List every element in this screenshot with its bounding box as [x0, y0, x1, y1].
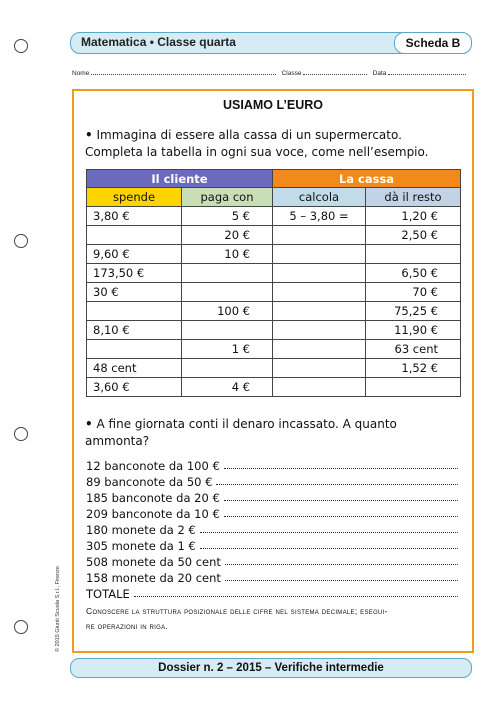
cell-spende[interactable]: 9,60 € [87, 245, 182, 264]
money-line-label: 89 banconote da 50 € [86, 475, 213, 489]
money-line-label: 305 monete da 1 € [86, 539, 196, 553]
question-2-line-2: ammonta? [85, 434, 150, 448]
cell-spende[interactable]: 8,10 € [87, 321, 182, 340]
copyright-note: © 2015 Giunti Scuola S.r.l., Firenze [55, 566, 61, 652]
answer-blank[interactable] [200, 538, 458, 549]
cell-paga[interactable] [182, 321, 273, 340]
answer-blank[interactable] [225, 554, 458, 565]
cell-calcola[interactable] [273, 226, 366, 245]
cell-resto[interactable]: 1,20 € [366, 207, 461, 226]
table-body [87, 207, 461, 397]
header-bar [70, 32, 472, 54]
cell-calcola[interactable] [273, 264, 366, 283]
cell-resto[interactable]: 70 € [366, 283, 461, 302]
group-cassa-header: La cassa [273, 170, 461, 188]
money-line-label: 12 banconote da 100 € [86, 459, 220, 473]
cell-calcola[interactable] [273, 359, 366, 378]
money-line-label: 158 monete da 20 cent [86, 571, 221, 585]
cell-paga[interactable]: 20 € [182, 226, 273, 245]
student-info-line [72, 68, 472, 77]
class-field[interactable] [303, 68, 367, 75]
money-line [86, 490, 461, 506]
cell-spende[interactable] [87, 226, 182, 245]
money-line-label: 209 banconote da 10 € [86, 507, 220, 521]
table-row [87, 340, 461, 359]
money-line [86, 474, 461, 490]
money-line [86, 522, 461, 538]
table-row [87, 264, 461, 283]
cell-paga[interactable]: 10 € [182, 245, 273, 264]
cell-resto[interactable] [366, 245, 461, 264]
cell-paga[interactable] [182, 264, 273, 283]
group-client-header: Il cliente [87, 170, 273, 188]
cell-spende[interactable]: 48 cent [87, 359, 182, 378]
answer-blank[interactable] [224, 458, 458, 469]
answer-blank[interactable] [225, 570, 458, 581]
money-line [86, 506, 461, 522]
cell-resto[interactable]: 6,50 € [366, 264, 461, 283]
cell-paga[interactable]: 100 € [182, 302, 273, 321]
table-row [87, 226, 461, 245]
class-label: Classe [281, 70, 302, 77]
binder-hole [14, 620, 28, 634]
column-header-row [87, 188, 461, 207]
question-2-line-1: • A fine giornata conti il denaro incassato. A quanto [85, 417, 397, 431]
cell-resto[interactable]: 2,50 € [366, 226, 461, 245]
cell-paga[interactable]: 5 € [182, 207, 273, 226]
cell-paga[interactable]: 4 € [182, 378, 273, 397]
date-field[interactable] [388, 68, 466, 75]
cell-calcola[interactable]: 5 – 3,80 = [273, 207, 366, 226]
answer-blank[interactable] [134, 586, 458, 597]
question-1 [85, 127, 460, 161]
cell-resto[interactable]: 63 cent [366, 340, 461, 359]
cell-spende[interactable] [87, 340, 182, 359]
group-header-row [87, 170, 461, 188]
cell-resto[interactable] [366, 378, 461, 397]
money-line [86, 570, 461, 586]
table-row [87, 321, 461, 340]
cell-calcola[interactable] [273, 321, 366, 340]
money-line-label: TOTALE [86, 587, 130, 601]
money-line [86, 586, 461, 602]
answer-blank[interactable] [224, 506, 458, 517]
cell-spende[interactable]: 3,60 € [87, 378, 182, 397]
question-1-line-1: • Immagina di essere alla cassa di un supermercato. [85, 128, 402, 142]
cell-calcola[interactable] [273, 245, 366, 264]
money-line [86, 538, 461, 554]
money-line [86, 458, 461, 474]
money-line-label: 508 monete da 50 cent [86, 555, 221, 569]
cell-spende[interactable]: 30 € [87, 283, 182, 302]
column-header-spende: spende [87, 188, 182, 207]
date-label: Data [372, 70, 387, 77]
question-1-line-2: Completa la tabella in ogni sua voce, come nell’esempio. [85, 145, 429, 159]
column-header-resto: dà il resto [366, 188, 461, 207]
bullet-icon: • [85, 128, 93, 142]
table-row [87, 245, 461, 264]
column-header-calcola: calcola [273, 188, 366, 207]
cell-calcola[interactable] [273, 340, 366, 359]
binder-hole [14, 427, 28, 441]
cell-spende[interactable]: 173,50 € [87, 264, 182, 283]
money-line [86, 554, 461, 570]
cell-resto[interactable]: 11,90 € [366, 321, 461, 340]
worksheet-title: USIAMO L’EURO [222, 98, 323, 112]
table-row [87, 359, 461, 378]
answer-blank[interactable] [224, 490, 458, 501]
money-line-label: 185 banconote da 20 € [86, 491, 220, 505]
table-row [87, 283, 461, 302]
column-header-paga: paga con [182, 188, 273, 207]
binder-hole [14, 39, 28, 53]
worksheet-frame [72, 89, 474, 653]
cell-calcola[interactable] [273, 378, 366, 397]
answer-blank[interactable] [216, 474, 458, 485]
table-row [87, 207, 461, 226]
question-2 [85, 416, 460, 450]
cell-spende[interactable]: 3,80 € [87, 207, 182, 226]
cell-spende[interactable] [87, 302, 182, 321]
money-line-label: 180 monete da 2 € [86, 523, 196, 537]
table-row [87, 302, 461, 321]
binder-hole [14, 234, 28, 248]
table-row [87, 378, 461, 397]
cell-resto[interactable]: 75,25 € [366, 302, 461, 321]
money-list [86, 458, 461, 602]
footer-bar: Dossier n. 2 – 2015 – Verifiche intermedie [70, 658, 472, 678]
name-field[interactable] [91, 68, 276, 75]
cash-table [86, 169, 461, 397]
bullet-icon: • [85, 417, 93, 431]
cell-paga[interactable] [182, 283, 273, 302]
name-label: Nome [72, 70, 90, 77]
header-title: Matematica • Classe quarta [81, 35, 236, 49]
answer-blank[interactable] [200, 522, 458, 533]
cell-calcola[interactable] [273, 302, 366, 321]
sheet-label: Scheda B [394, 32, 472, 54]
cell-calcola[interactable] [273, 283, 366, 302]
cell-paga[interactable] [182, 359, 273, 378]
cell-paga[interactable]: 1 € [182, 340, 273, 359]
cell-resto[interactable]: 1,52 € [366, 359, 461, 378]
learning-objective: Conoscere la struttura posizionale delle cifre nel sistema decimale; esegui- re operazioni in riga. [86, 606, 388, 631]
